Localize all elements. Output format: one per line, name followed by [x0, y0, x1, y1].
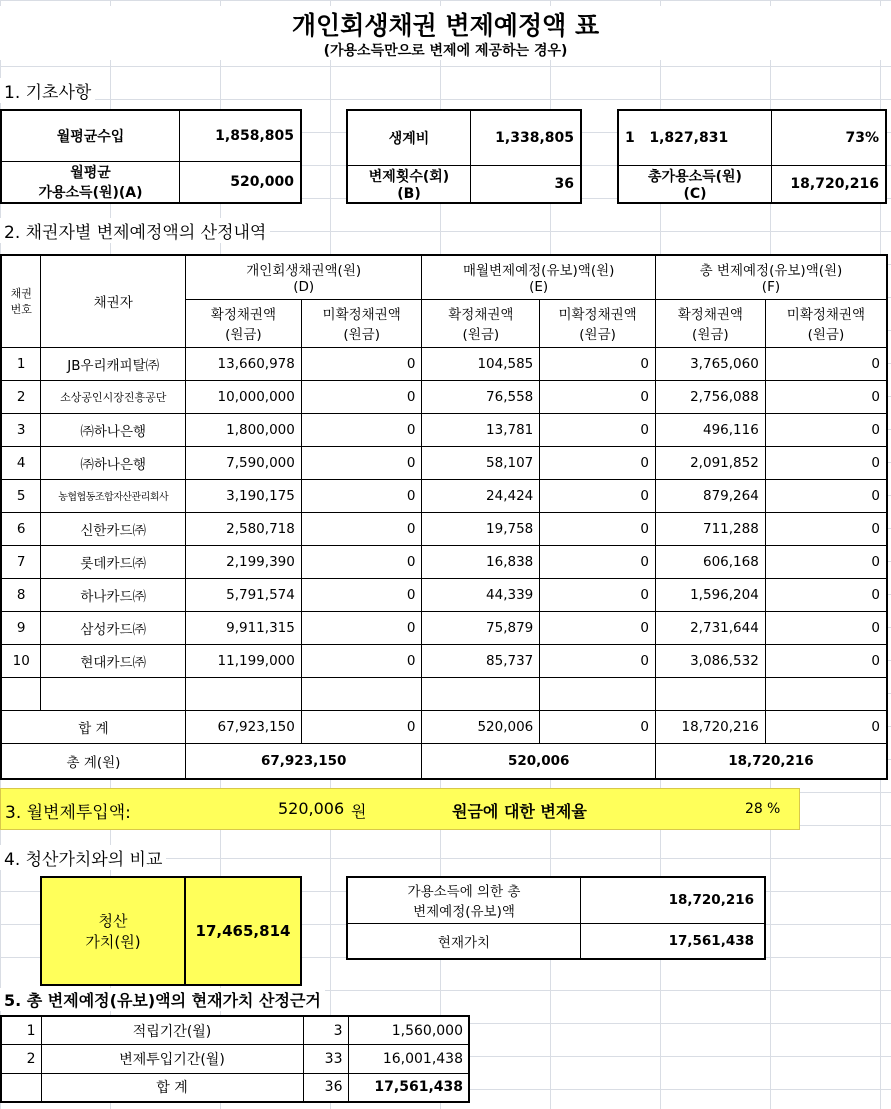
header-d-fixed: 확정채권액 (원금)	[185, 299, 301, 347]
row-f-fixed: 3,765,060	[655, 347, 765, 380]
total-e: 520,006	[422, 743, 655, 779]
row-e-fixed: 75,879	[422, 611, 540, 644]
row-number: 8	[1, 578, 41, 611]
header-total-repayment: 총 변제예정(유보)액(원) (F)	[655, 255, 887, 299]
sum-f-fixed: 18,720,216	[655, 710, 765, 743]
pv-row-label: 적립기간(월)	[41, 1016, 303, 1045]
row-e-fixed: 44,339	[422, 578, 540, 611]
sum-e-unfixed: 0	[540, 710, 656, 743]
row-f-unfixed: 0	[765, 413, 887, 446]
total-income-box	[617, 109, 887, 204]
section-5-heading: 5. 총 변제예정(유보)액의 현재가치 산정근거	[0, 988, 325, 1011]
row-f-fixed: 496,116	[655, 413, 765, 446]
repayment-count-label: 변제횟수(회) (B)	[347, 166, 471, 204]
row-number: 10	[1, 644, 41, 677]
row-f-unfixed: 0	[765, 446, 887, 479]
row-d-fixed: 5,791,574	[185, 578, 301, 611]
pv-row	[1, 1045, 469, 1073]
row-number: 2	[1, 380, 41, 413]
total-label: 총 계(원)	[1, 743, 185, 779]
header-e-unfixed: 미확정채권액 (원금)	[540, 299, 656, 347]
row-e-fixed: 13,781	[422, 413, 540, 446]
header-d-unfixed: 미확정채권액 (원금)	[301, 299, 422, 347]
monthly-income-label: 월평균수입	[1, 110, 180, 162]
table-row	[1, 347, 887, 380]
pv-sum-label: 합 계	[41, 1073, 303, 1102]
row-d-unfixed: 0	[301, 479, 422, 512]
row-number: 1	[1, 347, 41, 380]
row-e-fixed: 85,737	[422, 644, 540, 677]
header-claim-amount: 개인회생채권액(원) (D)	[185, 255, 422, 299]
header-monthly-repayment: 매월변제예정(유보)액(원) (E)	[422, 255, 655, 299]
available-income-label: 월평균 가용소득(원)(A)	[1, 162, 180, 204]
row-f-unfixed: 0	[765, 380, 887, 413]
row-f-unfixed: 0	[765, 578, 887, 611]
liquidation-value: 17,465,814	[185, 877, 301, 985]
liquidation-label: 청산 가치(원)	[41, 877, 185, 985]
row-d-fixed: 9,911,315	[185, 611, 301, 644]
table-row	[1, 479, 887, 512]
row-d-unfixed: 0	[301, 611, 422, 644]
repayment-rate-label: 원금에 대한 변제율	[452, 802, 587, 821]
sum-e-fixed: 520,006	[422, 710, 540, 743]
header-number: 채권 번호	[1, 255, 41, 347]
row-f-fixed: 1,596,204	[655, 578, 765, 611]
row-number: 9	[1, 611, 41, 644]
sum-d-unfixed: 0	[301, 710, 422, 743]
total-income-value: 18,720,216	[772, 166, 887, 204]
row-e-unfixed: 0	[540, 611, 656, 644]
row-d-fixed: 11,199,000	[185, 644, 301, 677]
page-title: 개인회생채권 변제예정액 표	[0, 6, 891, 42]
row-e-unfixed: 0	[540, 347, 656, 380]
row-e-unfixed: 0	[540, 479, 656, 512]
row-e-unfixed: 0	[540, 446, 656, 479]
row-number: 4	[1, 446, 41, 479]
row-creditor-name: 현대카드㈜	[41, 644, 186, 677]
present-value-table	[0, 1015, 470, 1103]
header-creditor: 채권자	[41, 255, 186, 347]
row-d-unfixed: 0	[301, 545, 422, 578]
row-d-fixed: 3,190,175	[185, 479, 301, 512]
row-e-unfixed: 0	[540, 512, 656, 545]
row-f-unfixed: 0	[765, 347, 887, 380]
table-row	[1, 578, 887, 611]
row-number: 3	[1, 413, 41, 446]
box3-index-value: 1 1,827,831	[618, 110, 772, 166]
total-by-income-label: 가용소득에 의한 총 변제예정(유보)액	[347, 877, 581, 923]
total-d: 67,923,150	[185, 743, 422, 779]
table-row	[1, 611, 887, 644]
row-creditor-name: 농협협동조합자산관리회사	[41, 479, 186, 512]
sum-label: 합 계	[1, 710, 185, 743]
liquidation-box	[40, 876, 302, 986]
table-row	[1, 545, 887, 578]
monthly-payment-unit: 원	[351, 802, 367, 821]
row-e-fixed: 76,558	[422, 380, 540, 413]
section-1-heading: 1. 기초사항	[0, 78, 95, 103]
pv-row-number: 2	[1, 1045, 41, 1073]
repayment-rate-percent: %	[767, 801, 781, 817]
monthly-income-value: 1,858,805	[180, 110, 302, 162]
row-e-fixed: 16,838	[422, 545, 540, 578]
table-row-sum	[1, 710, 887, 743]
row-e-unfixed: 0	[540, 545, 656, 578]
row-number: 6	[1, 512, 41, 545]
row-f-fixed: 2,731,644	[655, 611, 765, 644]
box3-percent: 73%	[772, 110, 887, 166]
header-f-unfixed: 미확정채권액 (원금)	[765, 299, 887, 347]
row-d-unfixed: 0	[301, 644, 422, 677]
sum-f-unfixed: 0	[765, 710, 887, 743]
section-4-heading: 4. 청산가치와의 비교	[0, 845, 166, 870]
row-d-fixed: 2,199,390	[185, 545, 301, 578]
row-d-fixed: 1,800,000	[185, 413, 301, 446]
pv-row-label: 변제투입기간(월)	[41, 1045, 303, 1073]
row-f-fixed: 606,168	[655, 545, 765, 578]
pv-row	[1, 1016, 469, 1045]
table-row-total	[1, 743, 887, 779]
table-row	[1, 644, 887, 677]
repayment-count-value: 36	[471, 166, 582, 204]
header-f-fixed: 확정채권액 (원금)	[655, 299, 765, 347]
total-by-income-value: 18,720,216	[581, 877, 766, 923]
table-row	[1, 413, 887, 446]
pv-row-number: 1	[1, 1016, 41, 1045]
present-value-label: 현재가치	[347, 923, 581, 959]
pv-sum-months: 36	[303, 1073, 348, 1102]
row-creditor-name: 삼성카드㈜	[41, 611, 186, 644]
pv-sum-amount: 17,561,438	[348, 1073, 469, 1102]
creditor-table	[0, 254, 888, 780]
row-f-unfixed: 0	[765, 512, 887, 545]
row-f-fixed: 711,288	[655, 512, 765, 545]
total-income-label: 총가용소득(원) (C)	[618, 166, 772, 204]
row-f-fixed: 2,091,852	[655, 446, 765, 479]
repayment-rate-value: 28	[745, 801, 763, 817]
table-row	[1, 512, 887, 545]
row-creditor-name: 신한카드㈜	[41, 512, 186, 545]
row-e-unfixed: 0	[540, 413, 656, 446]
pv-row-months: 33	[303, 1045, 348, 1073]
comparison-box	[346, 876, 766, 960]
available-income-value: 520,000	[180, 162, 302, 204]
total-f: 18,720,216	[655, 743, 887, 779]
income-box	[0, 109, 302, 204]
row-creditor-name: ㈜하나은행	[41, 413, 186, 446]
row-creditor-name: 롯데카드㈜	[41, 545, 186, 578]
row-d-fixed: 13,660,978	[185, 347, 301, 380]
table-row-empty	[1, 677, 887, 710]
table-row	[1, 380, 887, 413]
sum-d-fixed: 67,923,150	[185, 710, 301, 743]
pv-row-months: 3	[303, 1016, 348, 1045]
row-f-unfixed: 0	[765, 545, 887, 578]
row-d-unfixed: 0	[301, 578, 422, 611]
section-2-heading: 2. 채권자별 변제예정액의 산정내역	[0, 218, 270, 243]
row-f-fixed: 3,086,532	[655, 644, 765, 677]
row-d-unfixed: 0	[301, 380, 422, 413]
pv-row-amount: 1,560,000	[348, 1016, 469, 1045]
row-e-fixed: 58,107	[422, 446, 540, 479]
row-creditor-name: ㈜하나은행	[41, 446, 186, 479]
row-f-fixed: 2,756,088	[655, 380, 765, 413]
row-e-unfixed: 0	[540, 644, 656, 677]
monthly-payment-amount: 520,006	[278, 799, 345, 818]
living-cost-box	[346, 109, 582, 204]
row-number: 5	[1, 479, 41, 512]
row-d-unfixed: 0	[301, 512, 422, 545]
row-f-fixed: 879,264	[655, 479, 765, 512]
present-value-value: 17,561,438	[581, 923, 766, 959]
row-creditor-name: 하나카드㈜	[41, 578, 186, 611]
row-d-fixed: 2,580,718	[185, 512, 301, 545]
row-d-fixed: 7,590,000	[185, 446, 301, 479]
row-e-fixed: 24,424	[422, 479, 540, 512]
row-number: 7	[1, 545, 41, 578]
page-subtitle: (가용소득만으로 변제에 제공하는 경우)	[0, 40, 891, 60]
row-f-unfixed: 0	[765, 611, 887, 644]
table-row	[1, 446, 887, 479]
header-e-fixed: 확정채권액 (원금)	[422, 299, 540, 347]
section-3-heading: 3. 월변제투입액:	[5, 803, 131, 823]
pv-sum-row	[1, 1073, 469, 1102]
row-e-unfixed: 0	[540, 380, 656, 413]
monthly-payment-bar	[0, 788, 800, 830]
row-d-fixed: 10,000,000	[185, 380, 301, 413]
row-e-unfixed: 0	[540, 578, 656, 611]
row-creditor-name: JB우리캐피탈㈜	[41, 347, 186, 380]
row-e-fixed: 19,758	[422, 512, 540, 545]
row-e-fixed: 104,585	[422, 347, 540, 380]
row-creditor-name: 소상공인시장진흥공단	[41, 380, 186, 413]
row-f-unfixed: 0	[765, 644, 887, 677]
pv-row-amount: 16,001,438	[348, 1045, 469, 1073]
row-f-unfixed: 0	[765, 479, 887, 512]
living-cost-value: 1,338,805	[471, 110, 582, 166]
row-d-unfixed: 0	[301, 347, 422, 380]
living-cost-label: 생계비	[347, 110, 471, 166]
row-d-unfixed: 0	[301, 413, 422, 446]
row-d-unfixed: 0	[301, 446, 422, 479]
